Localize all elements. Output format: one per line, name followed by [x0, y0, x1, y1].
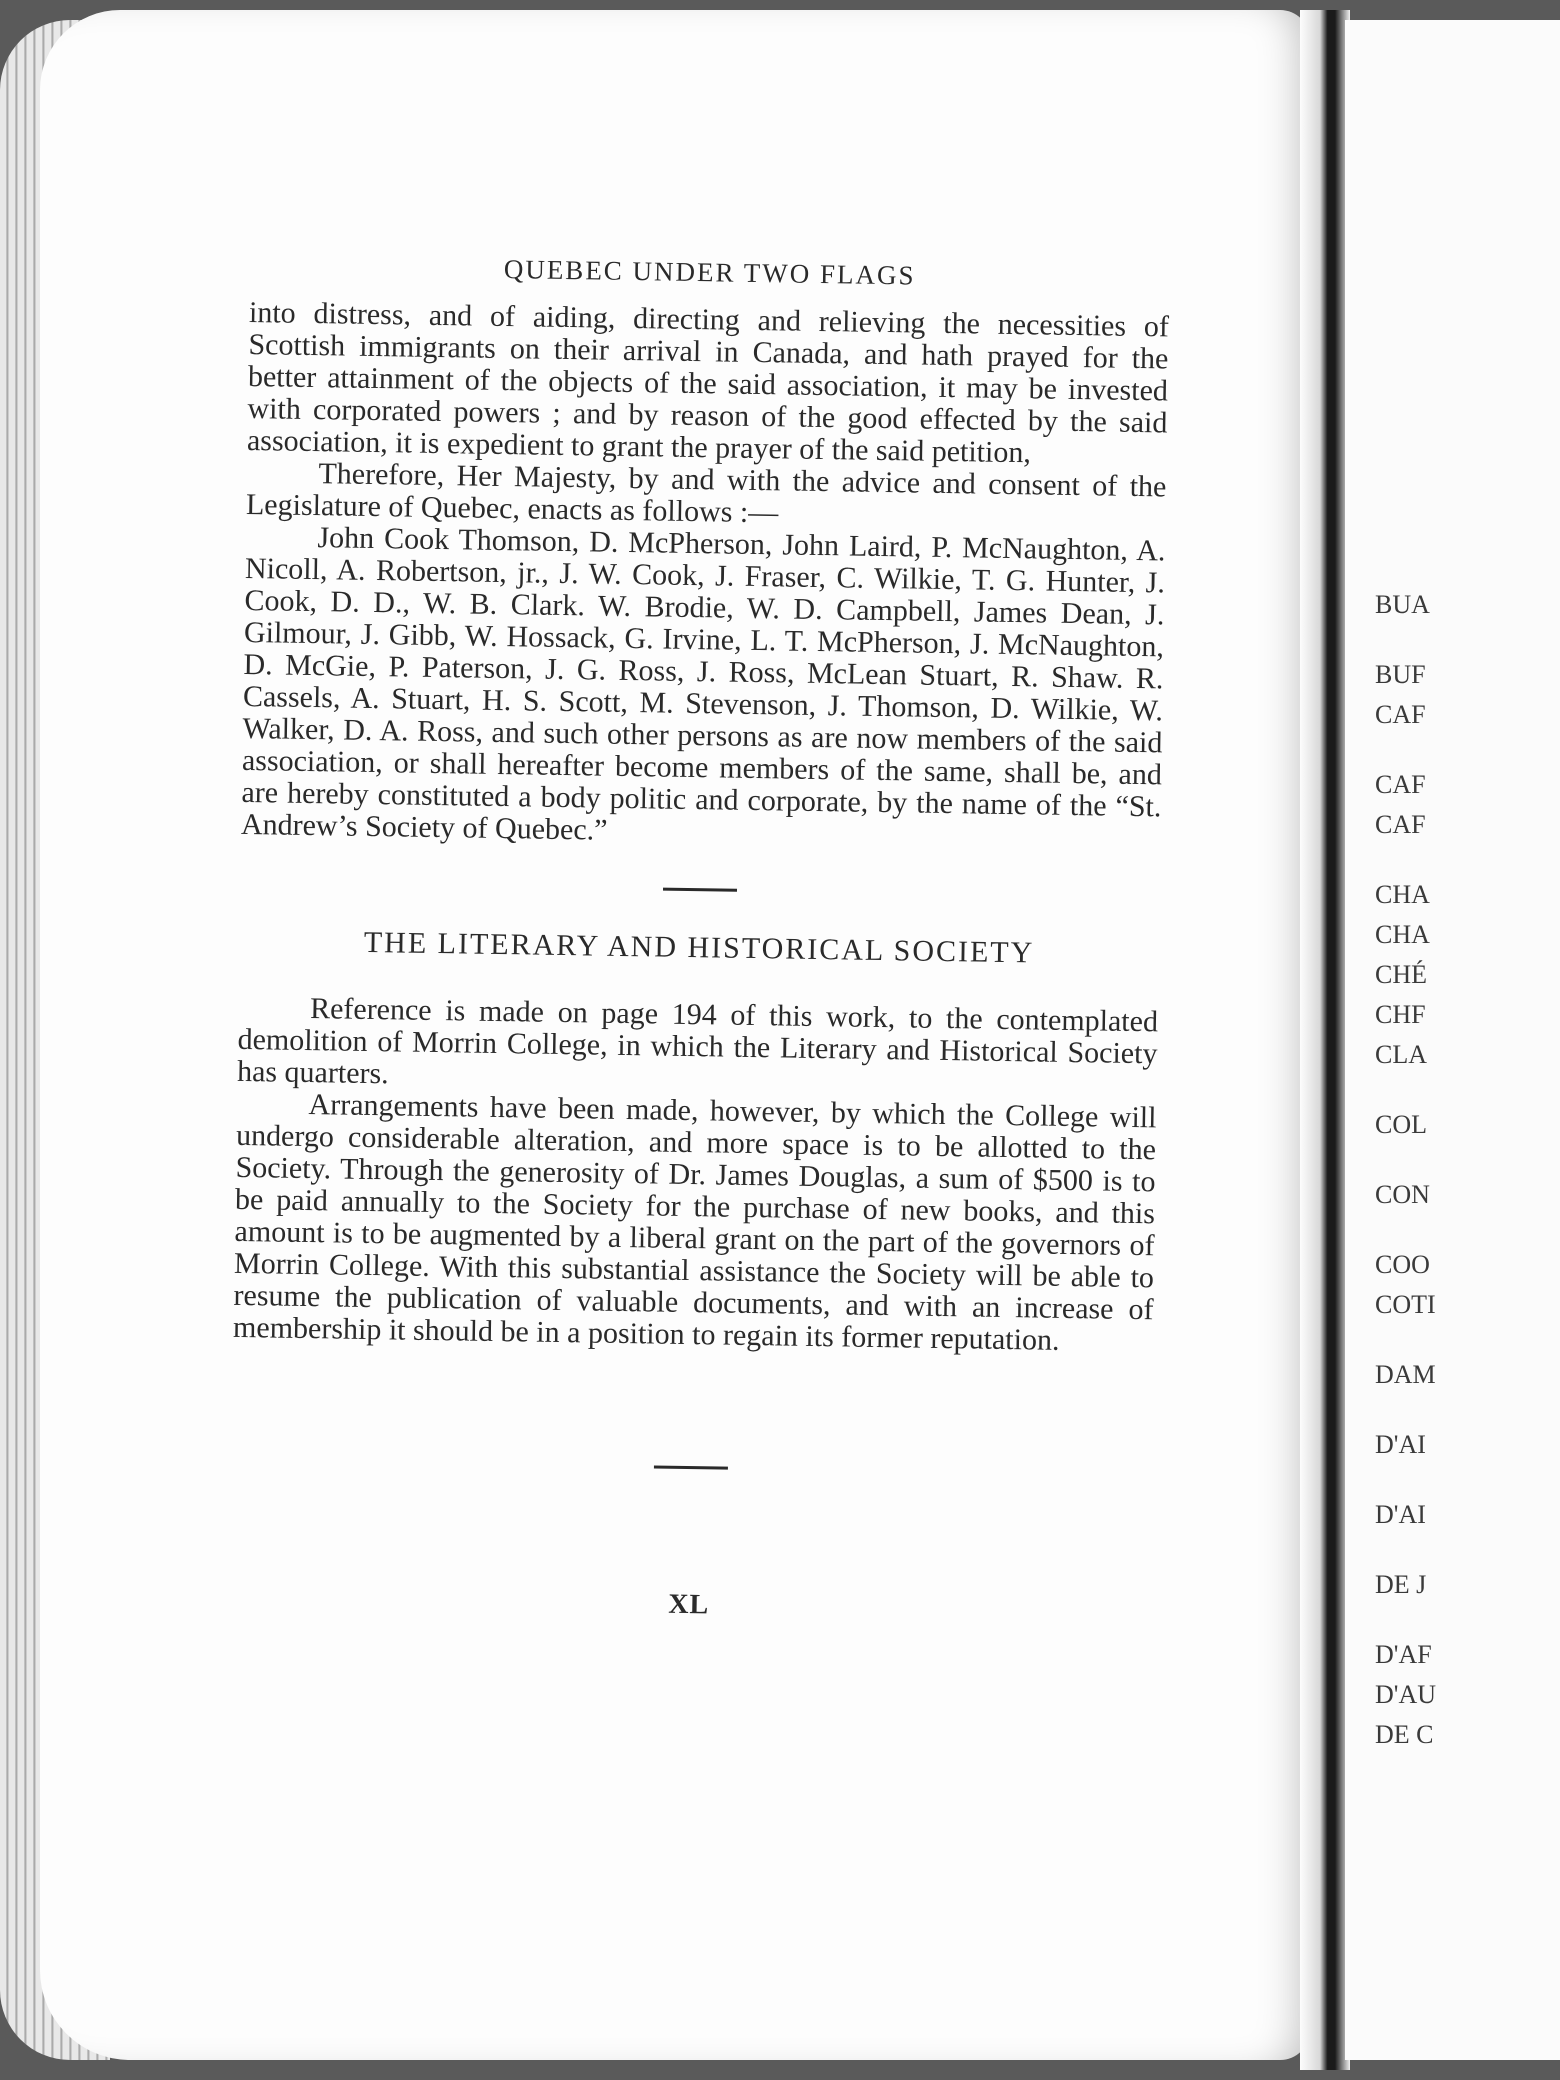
index-entry: COL [1375, 1110, 1427, 1139]
section-title: THE LITERARY AND HISTORICAL SOCIETY [363, 925, 1035, 970]
index-entry: CLA [1375, 1040, 1427, 1069]
index-entry: CHF [1375, 1000, 1426, 1029]
index-entry: CHÉ [1375, 960, 1427, 989]
index-entry: CAF [1375, 770, 1426, 799]
index-entry: D'AU [1375, 1680, 1437, 1709]
left-page-text [229, 250, 1170, 1628]
book-gutter [1300, 10, 1350, 2070]
page-number: XL [668, 1588, 710, 1621]
index-entry: CHA [1375, 920, 1430, 949]
index-entry: CON [1375, 1180, 1430, 1209]
index-entry: D'AI [1375, 1500, 1426, 1529]
index-entry: CAF [1375, 700, 1426, 729]
end-divider [654, 1465, 728, 1469]
index-entry: D'AI [1375, 1430, 1426, 1459]
index-entry: DE C [1375, 1720, 1434, 1749]
running-head: QUEBEC UNDER TWO FLAGS [503, 253, 916, 291]
index-entry: CHA [1375, 880, 1430, 909]
index-entry: CAF [1375, 810, 1426, 839]
right-page [1345, 20, 1560, 2060]
paragraph: Arrangements have been made, however, by which the College will undergo considerable alteration, and more space is to be allotted to the Society. Through the generosity of Dr. James Douglas, a sum of $500 is to be paid annually to the Society for the purchase of new books, and this amount is to be augmented by a liberal grant on the part of the governors of Morrin College. With this substantial assistance the Society will be able to resume the publication of valuable documents, and with an increase of membership it should be in a position to regain its former reputation. [232, 1088, 1157, 1357]
index-entry: BUF [1375, 660, 1426, 689]
index-entry: COTI [1375, 1290, 1436, 1319]
index-entry: DE J [1375, 1570, 1427, 1599]
paragraph: into distress, and of aiding, directing and relieving the necessities of Scottish immigrants on their arrival in Canada, and hath prayed for the better attainment of the objects of the said association, it may be invested with corporated powers ; and by reason of the good effected by the said association, it is expedient to grant the prayer of the said petition, [246, 295, 1170, 470]
paragraph: Therefore, Her Majesty, by and with the advice and consent of the Legislature of Quebec, enacts as follows :— [245, 457, 1167, 530]
index-entry: COO [1375, 1250, 1430, 1279]
index-entry: DAM [1375, 1360, 1436, 1389]
index-entry: BUA [1375, 590, 1430, 619]
section-divider [663, 888, 737, 892]
paragraph: Reference is made on page 194 of this work, to the contemplated demolition of Morrin College, in which the Literary and Historical Society has quarters. [236, 992, 1159, 1091]
index-entry: D'AF [1375, 1640, 1432, 1669]
paragraph: John Cook Thomson, D. McPherson, John Laird, P. McNaughton, A. Nicoll, A. Robertson, jr., J. W. Cook, J. Fraser, C. Wilkie, T. G. Hunter, J. Cook, D. D., W. B. Clark. W. Brodie, W. D. Campbell, James Dean, J. Gilmour, J. Gibb, W. Hossack, G. Irvine, L. T. McPherson, J. McNaughton, D. McGie, P. Paterson, J. G. Ross, J. Ross, McLean Stuart, R. Shaw. R. Cassels, A. Stuart, H. S. Scott, M. Stevenson, J. Thomson, D. Wilkie, W. Walker, D. A. Ross, and such other persons as are now members of the said association, or shall hereafter become members of the same, shall be, and are hereby constituted a body politic and corporate, by the name of the “St. Andrew’s Society of Quebec.” [240, 521, 1166, 847]
